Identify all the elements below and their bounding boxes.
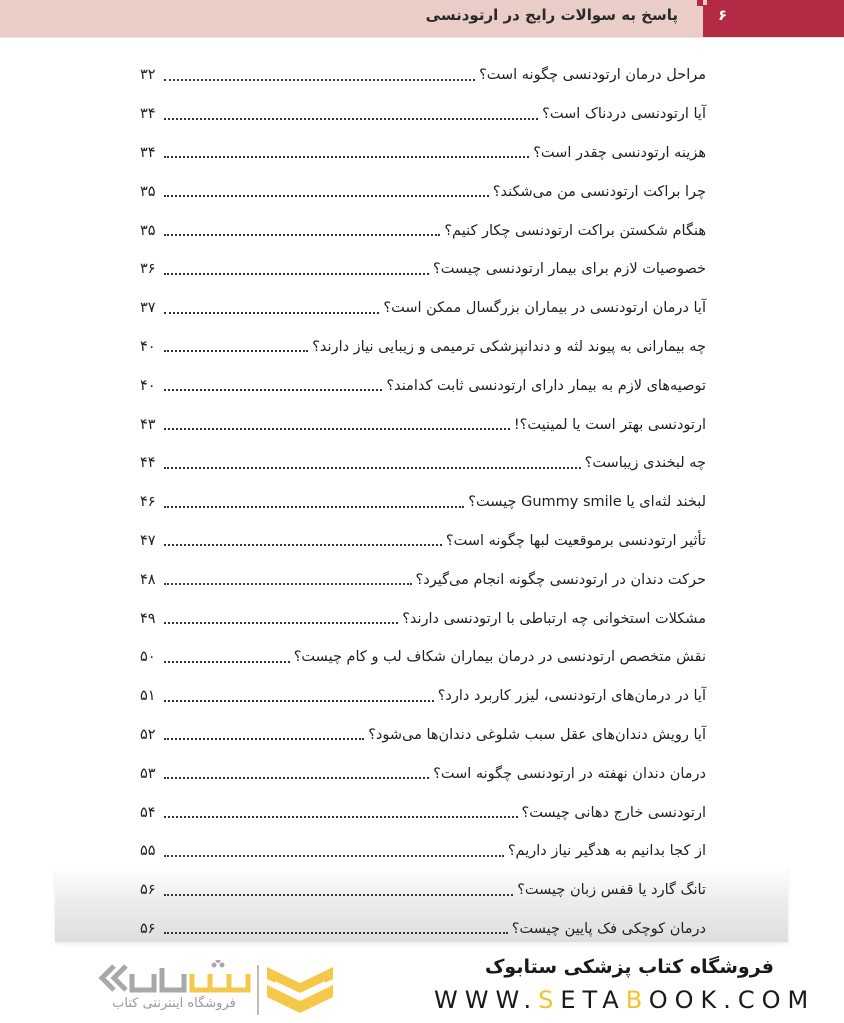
toc-entry[interactable] bbox=[140, 172, 706, 211]
logo-tagline: فروشگاه اینترنتی کتاب bbox=[112, 996, 236, 1011]
toc-dot-leader bbox=[164, 854, 504, 857]
toc-entry-page-number: ۳۴ bbox=[140, 144, 156, 161]
toc-entry-title: آیا در درمان‌های ارتودنسی، لیزر کاربرد دارد؟ bbox=[437, 688, 706, 705]
toc-entry[interactable] bbox=[140, 134, 706, 173]
toc-entry-page-number: ۵۳ bbox=[140, 765, 156, 782]
toc-entry-page-number: ۴۶ bbox=[140, 494, 156, 511]
toc-entry-title: ارتودنسی بهتر است یا لمینیت؟! bbox=[513, 416, 706, 433]
toc-dot-leader bbox=[164, 660, 290, 663]
toc-entry-title: تأثیر ارتودنسی برموقعیت لبها چگونه است؟ bbox=[445, 532, 706, 549]
toc-entry-title: آیا درمان ارتودنسی در بیماران بزرگسال ممکن است؟ bbox=[383, 300, 706, 317]
toc-dot-leader bbox=[164, 699, 434, 702]
toc-entry[interactable] bbox=[140, 289, 706, 328]
toc-dot-leader bbox=[164, 466, 581, 469]
toc-dot-leader bbox=[164, 931, 508, 934]
toc-entry-title: چه لبخندی زیباست؟ bbox=[584, 455, 706, 472]
toc-dot-leader bbox=[164, 582, 412, 585]
toc-entry[interactable] bbox=[140, 328, 706, 367]
toc-entry-title: درمان دندان نهفته در ارتودنسی چگونه است؟ bbox=[433, 765, 706, 782]
toc-dot-leader bbox=[164, 505, 464, 508]
toc-dot-leader bbox=[164, 893, 513, 896]
toc-entry-title: مشکلات استخوانی چه ارتباطی با ارتودنسی دارند؟ bbox=[402, 610, 706, 627]
toc-entry-title: تانگ گارد یا قفس زبان چیست؟ bbox=[517, 882, 706, 899]
toc-entry[interactable] bbox=[140, 754, 706, 793]
toc-entry[interactable] bbox=[140, 832, 706, 871]
toc-entry[interactable] bbox=[140, 677, 706, 716]
toc-entry-title: از کجا بدانیم به هدگیر نیاز داریم؟ bbox=[507, 843, 706, 860]
toc-entry-page-number: ۴۳ bbox=[140, 416, 156, 433]
toc-entry[interactable] bbox=[140, 638, 706, 677]
toc-entry[interactable] bbox=[140, 910, 706, 949]
toc-entry-page-number: ۴۷ bbox=[140, 532, 156, 549]
toc-entry-page-number: ۵۵ bbox=[140, 843, 156, 860]
toc-dot-leader bbox=[164, 388, 382, 391]
toc-entry[interactable] bbox=[140, 871, 706, 910]
toc-entry-title: هزینه ارتودنسی چقدر است؟ bbox=[533, 144, 706, 161]
toc-entry[interactable] bbox=[140, 56, 706, 95]
toc-entry-title: چرا براکت ارتودنسی من می‌شکند؟ bbox=[492, 183, 706, 200]
toc-entry-title: چه بیمارانی به پیوند لثه و دندانپزشکی ترمیمی و زیبایی نیاز دارند؟ bbox=[312, 338, 706, 355]
toc-entry-page-number: ۵۱ bbox=[140, 688, 156, 705]
toc-entry[interactable] bbox=[140, 250, 706, 289]
toc-entry[interactable] bbox=[140, 560, 706, 599]
toc-entry-title: آیا ارتودنسی دردناک است؟ bbox=[542, 106, 706, 123]
toc-entry-title: حرکت دندان در ارتودنسی چگونه انجام می‌گیرد؟ bbox=[415, 571, 706, 588]
toc-entry-page-number: ۳۶ bbox=[140, 261, 156, 278]
toc-entry-title: درمان کوچکی فک پایین چیست؟ bbox=[511, 920, 706, 937]
toc-dot-leader bbox=[164, 349, 308, 352]
table-of-contents bbox=[140, 56, 706, 948]
toc-entry[interactable] bbox=[140, 522, 706, 561]
toc-entry-page-number: ۳۷ bbox=[140, 300, 156, 317]
toc-entry-title: مراحل درمان ارتودنسی چگونه است؟ bbox=[479, 67, 706, 84]
toc-entry-page-number: ۴۹ bbox=[140, 610, 156, 627]
toc-entry-page-number: ۵۶ bbox=[140, 920, 156, 937]
toc-dot-leader bbox=[164, 117, 538, 120]
toc-entry-page-number: ۴۰ bbox=[140, 338, 156, 355]
toc-dot-leader bbox=[164, 815, 518, 818]
toc-dot-leader bbox=[164, 155, 529, 158]
toc-entry[interactable] bbox=[140, 483, 706, 522]
toc-dot-leader bbox=[164, 776, 429, 779]
toc-entry-page-number: ۳۵ bbox=[140, 222, 156, 239]
toc-entry-title: ارتودنسی خارج دهانی چیست؟ bbox=[521, 804, 706, 821]
toc-dot-leader bbox=[164, 543, 442, 546]
toc-entry[interactable] bbox=[140, 793, 706, 832]
setabook-chevron-logo-icon bbox=[265, 963, 335, 1018]
toc-entry-title: توصیه‌های لازم به بیمار دارای ارتودنسی ثابت کدامند؟ bbox=[386, 377, 706, 394]
toc-entry-title: هنگام شکستن براکت ارتودنسی چکار کنیم؟ bbox=[444, 222, 706, 239]
store-url[interactable] bbox=[434, 986, 815, 1014]
toc-entry-page-number: ۵۰ bbox=[140, 649, 156, 666]
toc-entry-page-number: ۴۰ bbox=[140, 377, 156, 394]
toc-entry-title: لبخند لثه‌ای یا Gummy smile چیست؟ bbox=[468, 494, 706, 511]
toc-entry[interactable] bbox=[140, 599, 706, 638]
toc-entry-page-number: ۳۲ bbox=[140, 67, 156, 84]
toc-entry-page-number: ۴۸ bbox=[140, 571, 156, 588]
url-part-b-accent: B bbox=[625, 986, 649, 1014]
url-part-eta: ETA bbox=[560, 986, 626, 1014]
toc-entry-page-number: ۳۵ bbox=[140, 183, 156, 200]
logo-divider bbox=[257, 965, 259, 1015]
store-name: فروشگاه کتاب پزشکی ستابوک bbox=[484, 956, 774, 978]
toc-entry-title: آیا رویش دندان‌های عقل سبب شلوغی دندان‌ها می‌شود؟ bbox=[368, 726, 706, 743]
url-part-ook-com: OOK.COM bbox=[648, 986, 816, 1014]
page-number: ۶ bbox=[718, 6, 728, 24]
toc-entry-page-number: ۵۶ bbox=[140, 882, 156, 899]
toc-entry[interactable] bbox=[140, 444, 706, 483]
toc-dot-leader bbox=[164, 427, 510, 430]
toc-entry[interactable] bbox=[140, 405, 706, 444]
toc-entry-page-number: ۴۴ bbox=[140, 455, 156, 472]
toc-entry[interactable] bbox=[140, 95, 706, 134]
toc-entry-title: خصوصیات لازم برای بیمار ارتودنسی چیست؟ bbox=[433, 261, 706, 278]
toc-dot-leader bbox=[164, 737, 364, 740]
toc-dot-leader bbox=[164, 272, 429, 275]
toc-entry-page-number: ۵۲ bbox=[140, 726, 156, 743]
toc-entry-page-number: ۵۴ bbox=[140, 804, 156, 821]
toc-dot-leader bbox=[164, 194, 489, 197]
url-part-www: WWW. bbox=[434, 986, 539, 1014]
header-tab-notch-cutout bbox=[703, 0, 707, 5]
toc-entry[interactable] bbox=[140, 716, 706, 755]
toc-dot-leader bbox=[164, 621, 398, 624]
setabook-wordmark-icon bbox=[92, 960, 252, 995]
toc-entry[interactable] bbox=[140, 211, 706, 250]
toc-entry-title: نقش متخصص ارتودنسی در درمان بیماران شکاف لب و کام چیست؟ bbox=[293, 649, 706, 666]
toc-dot-leader bbox=[164, 233, 440, 236]
url-part-s-accent: S bbox=[538, 986, 561, 1014]
toc-entry-page-number: ۳۴ bbox=[140, 106, 156, 123]
toc-entry[interactable] bbox=[140, 366, 706, 405]
chapter-title: پاسخ به سوالات رایج در ارتودنسی bbox=[425, 6, 678, 24]
toc-dot-leader bbox=[164, 78, 475, 81]
toc-dot-leader bbox=[164, 311, 379, 314]
